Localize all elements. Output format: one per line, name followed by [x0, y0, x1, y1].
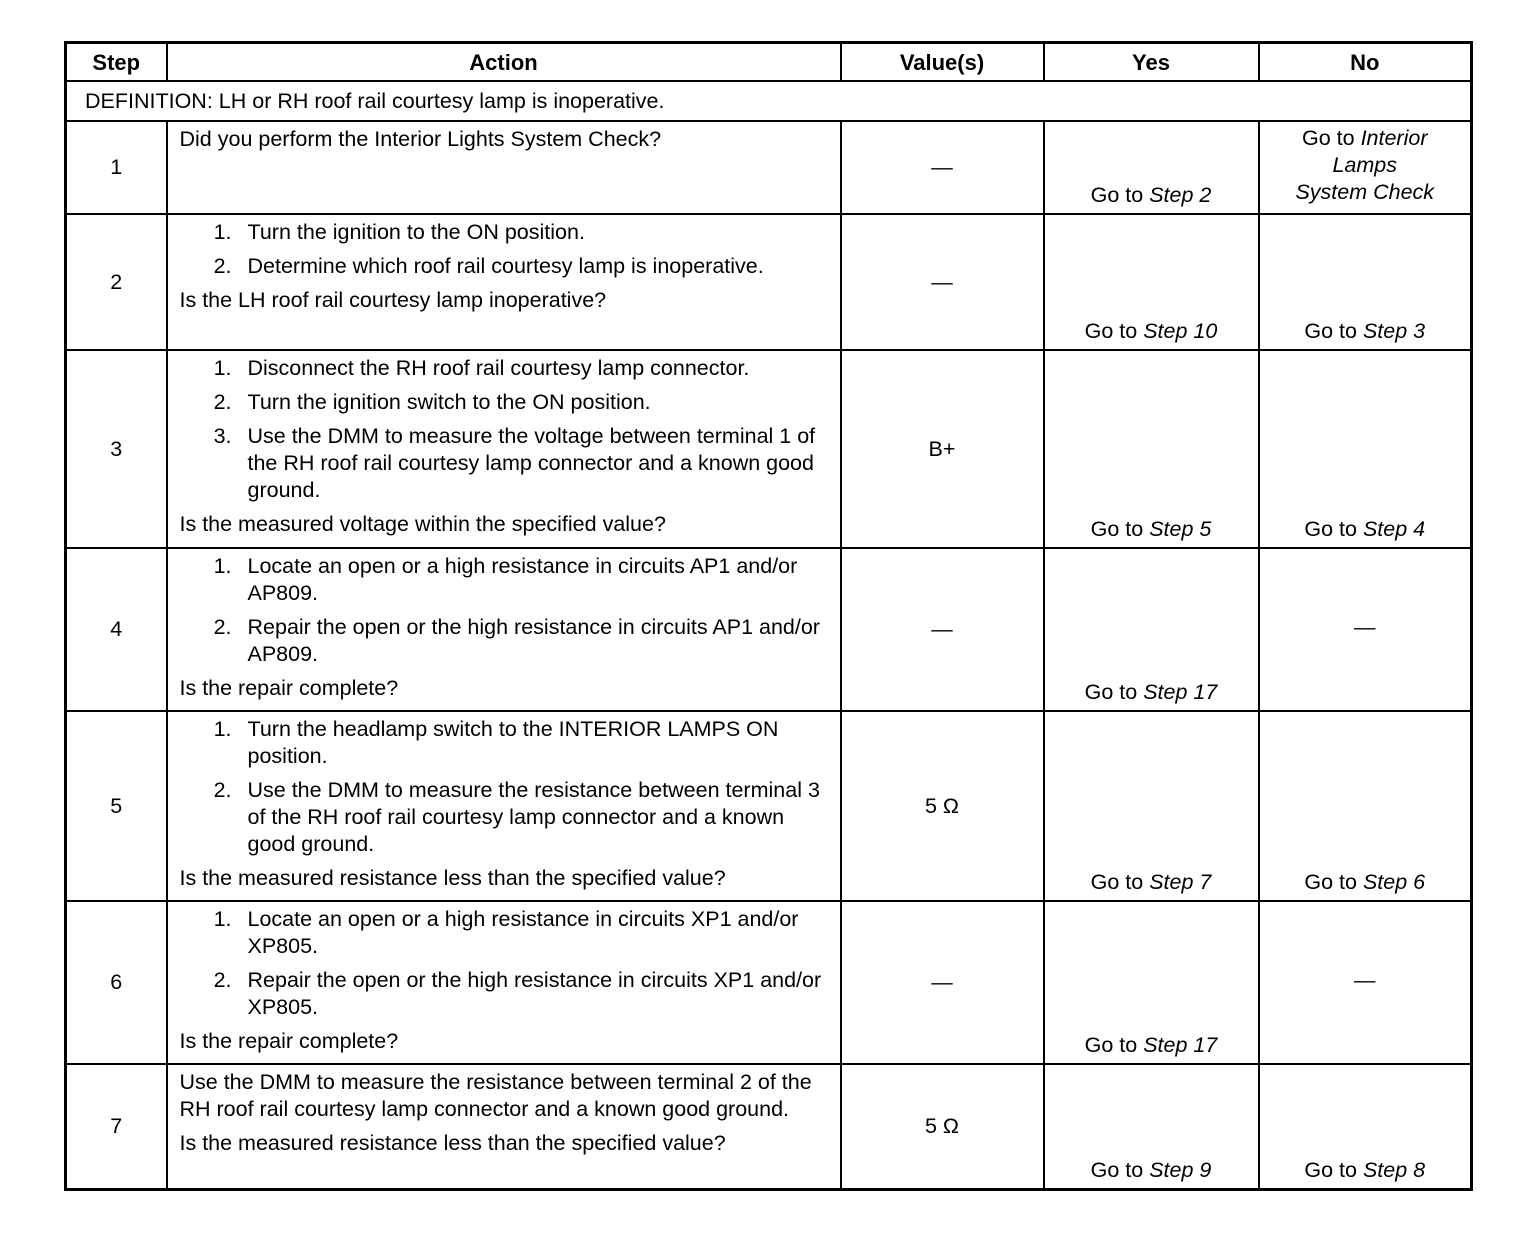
action-item: 2. Turn the ignition switch to the ON position.	[238, 389, 830, 416]
yes-cell	[1044, 350, 1259, 548]
step-number: 6	[66, 901, 167, 1064]
action-question: Is the repair complete?	[179, 1029, 399, 1053]
no-prefix: Go to	[1304, 870, 1363, 894]
value-cell: 5 Ω	[841, 711, 1044, 901]
action-list	[180, 716, 830, 858]
action-question: Is the measured resistance less than the specified value?	[179, 866, 726, 890]
yes-prefix: Go to	[1084, 319, 1144, 343]
yes-prefix: Go to	[1084, 680, 1144, 704]
no-prefix: Go to	[1304, 517, 1363, 541]
definition-row	[66, 81, 1472, 121]
action-text: Did you perform the Interior Lights System Check?	[179, 127, 662, 151]
no-prefix: Go to	[1304, 1157, 1363, 1182]
yes-step-ref: Step 2	[1149, 183, 1212, 207]
step-number: 4	[66, 548, 167, 711]
no-step-ref: Step 6	[1362, 870, 1426, 894]
no-cell	[1259, 121, 1472, 214]
no-cell	[1259, 711, 1472, 901]
no-cell	[1259, 350, 1472, 548]
action-item: 2. Use the DMM to measure the resistance between terminal 3 of the RH roof rail courtesy lamp connector and a known good ground.	[238, 777, 830, 858]
action-list	[180, 553, 830, 668]
action-list	[180, 355, 830, 504]
no-ref-part: System Check	[1295, 180, 1435, 204]
table-row	[66, 901, 1472, 1064]
diagnostic-table	[64, 41, 1473, 1191]
action-text: Use the DMM to measure the resistance between terminal 2 of the RH roof rail courtesy lamp connector and a known good ground.	[179, 1070, 812, 1121]
action-item: 2. Repair the open or the high resistance in circuits AP1 and/or AP809.	[238, 614, 830, 668]
yes-step-ref: Step 17	[1143, 680, 1218, 704]
no-ref-part: Interior	[1360, 126, 1428, 150]
step-number: 5	[66, 711, 167, 901]
value-cell: B+	[841, 350, 1044, 548]
action-cell	[167, 121, 841, 214]
action-cell	[167, 711, 841, 901]
action-item: 2. Repair the open or the high resistance in circuits XP1 and/or XP805.	[238, 967, 830, 1021]
action-item: 1. Locate an open or a high resistance in circuits XP1 and/or XP805.	[238, 906, 830, 960]
header-no: No	[1259, 43, 1472, 82]
yes-prefix: Go to	[1090, 517, 1150, 541]
table-row	[66, 350, 1472, 548]
no-ref-part: Lamps	[1332, 153, 1398, 177]
yes-cell	[1044, 711, 1259, 901]
value-cell: 5 Ω	[841, 1064, 1044, 1189]
action-question: Is the measured resistance less than the specified value?	[179, 1131, 726, 1155]
action-question: Is the LH roof rail courtesy lamp inoperative?	[179, 288, 607, 312]
table-row	[66, 214, 1472, 350]
yes-step-ref: Step 17	[1143, 1033, 1218, 1057]
yes-cell	[1044, 121, 1259, 214]
header-step: Step	[66, 43, 167, 82]
action-cell	[167, 901, 841, 1064]
value-cell: —	[841, 548, 1044, 711]
value-cell: —	[841, 121, 1044, 214]
no-cell	[1259, 214, 1472, 350]
yes-cell	[1044, 214, 1259, 350]
definition-text: DEFINITION: LH or RH roof rail courtesy lamp is inoperative.	[66, 81, 1472, 121]
table-row	[66, 711, 1472, 901]
no-cell: —	[1259, 548, 1472, 711]
step-number: 2	[66, 214, 167, 350]
table-row	[66, 121, 1472, 214]
yes-prefix: Go to	[1090, 1157, 1150, 1182]
no-prefix: Go to	[1302, 126, 1361, 150]
action-cell	[167, 1064, 841, 1189]
action-item: 3. Use the DMM to measure the voltage between terminal 1 of the RH roof rail courtesy lamp connector and a known good ground.	[238, 423, 830, 504]
no-cell: —	[1259, 901, 1472, 1064]
step-number: 1	[66, 121, 167, 214]
action-cell	[167, 548, 841, 711]
yes-step-ref: Step 9	[1149, 1157, 1212, 1182]
action-question: Is the repair complete?	[179, 676, 399, 700]
yes-cell	[1044, 901, 1259, 1064]
no-step-ref: Step 4	[1362, 517, 1426, 541]
action-item: 1. Disconnect the RH roof rail courtesy lamp connector.	[238, 355, 830, 382]
no-cell	[1259, 1064, 1472, 1189]
yes-step-ref: Step 10	[1143, 319, 1218, 343]
yes-cell	[1044, 548, 1259, 711]
no-prefix: Go to	[1304, 319, 1363, 343]
value-cell: —	[841, 901, 1044, 1064]
value-cell: —	[841, 214, 1044, 350]
action-item: 2. Determine which roof rail courtesy lamp is inoperative.	[238, 253, 830, 280]
no-step-ref: Step 3	[1362, 319, 1426, 343]
action-item: 1. Turn the headlamp switch to the INTERIOR LAMPS ON position.	[238, 716, 830, 770]
header-yes: Yes	[1044, 43, 1259, 82]
yes-prefix: Go to	[1090, 183, 1150, 207]
yes-prefix: Go to	[1084, 1033, 1144, 1057]
header-row	[66, 43, 1472, 82]
yes-step-ref: Step 7	[1149, 870, 1212, 894]
action-cell	[167, 214, 841, 350]
header-action: Action	[167, 43, 841, 82]
step-number: 7	[66, 1064, 167, 1189]
table-row	[66, 548, 1472, 711]
no-step-ref: Step 8	[1362, 1157, 1426, 1182]
table-row	[66, 1064, 1472, 1189]
action-list	[180, 219, 830, 280]
action-question: Is the measured voltage within the specified value?	[179, 512, 666, 536]
action-item: 1. Locate an open or a high resistance in circuits AP1 and/or AP809.	[238, 553, 830, 607]
yes-step-ref: Step 5	[1149, 517, 1212, 541]
yes-cell	[1044, 1064, 1259, 1189]
header-values: Value(s)	[841, 43, 1044, 82]
yes-prefix: Go to	[1090, 870, 1150, 894]
action-item: 1. Turn the ignition to the ON position.	[238, 219, 830, 246]
action-cell	[167, 350, 841, 548]
step-number: 3	[66, 350, 167, 548]
action-list	[180, 906, 830, 1021]
